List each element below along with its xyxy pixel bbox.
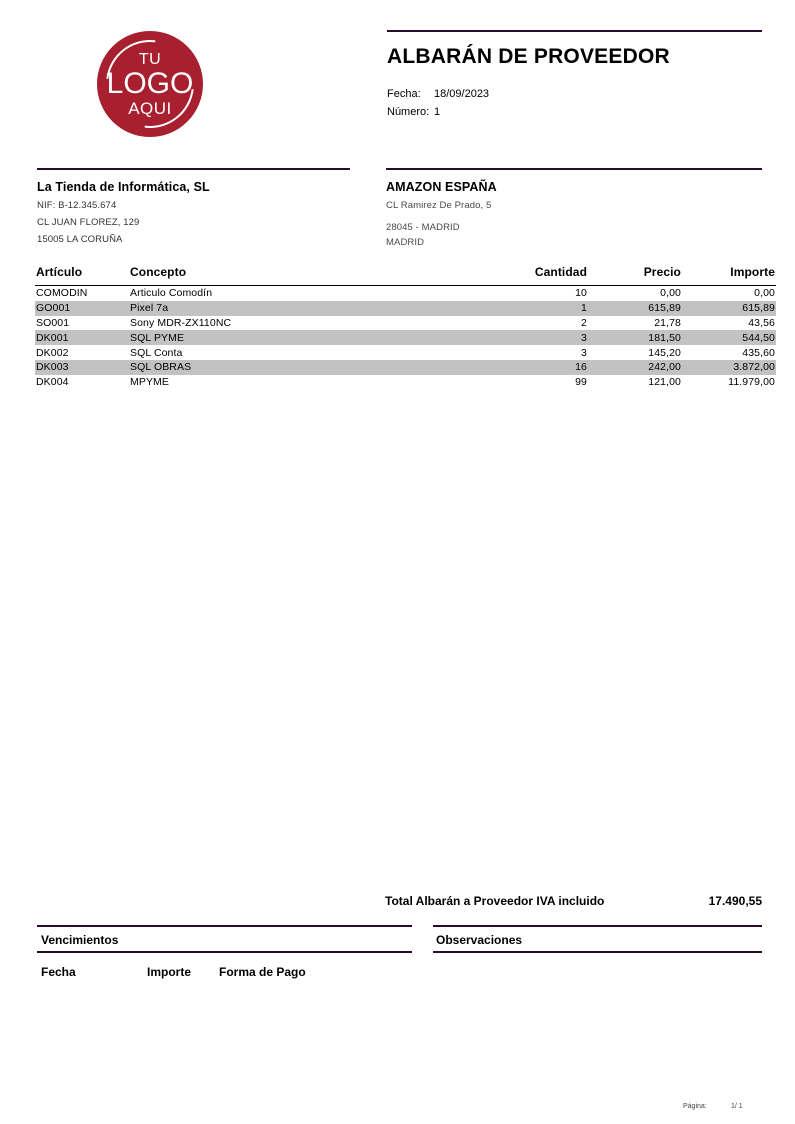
cell-articulo: DK002 <box>36 346 69 359</box>
items-table-body <box>35 286 776 390</box>
document-title: ALBARÁN DE PROVEEDOR <box>387 45 670 68</box>
cell-concepto: Pixel 7a <box>128 301 487 316</box>
page-number: 1/ 1 <box>731 1103 743 1110</box>
cell-concepto: SQL OBRAS <box>128 360 487 375</box>
vencimientos-col-fecha: Fecha <box>41 965 76 979</box>
table-row <box>35 360 776 375</box>
cell-precio: 145,20 <box>648 346 681 359</box>
cell-articulo: DK001 <box>35 330 128 345</box>
cell-cantidad: 10 <box>575 287 587 300</box>
numero-label: Número: <box>387 106 430 118</box>
cell-articulo: DK003 <box>35 360 128 375</box>
supplier-street: CL Ramirez De Prado, 5 <box>386 200 492 211</box>
cell-articulo: DK004 <box>36 376 69 389</box>
col-header-cantidad: Cantidad <box>487 265 591 286</box>
cell-precio: 0,00 <box>660 287 681 300</box>
numero-row <box>0 106 795 120</box>
logo-line-1: TU <box>138 50 162 68</box>
issuer-street: CL JUAN FLOREZ, 129 <box>37 217 140 228</box>
logo-line-2: LOGO <box>106 66 194 100</box>
cell-articulo: COMODIN <box>36 287 88 300</box>
supplier-province: MADRID <box>386 237 425 248</box>
items-header-row <box>35 265 776 286</box>
issuer-rule <box>37 168 350 170</box>
company-logo <box>97 31 203 137</box>
table-row <box>35 330 776 345</box>
vencimientos-bottom-rule <box>37 951 412 953</box>
cell-concepto: Articulo Comodín <box>130 287 213 300</box>
cell-cantidad: 3 <box>581 346 587 359</box>
supplier-name: AMAZON ESPAÑA <box>386 180 497 194</box>
cell-cantidad: 2 <box>581 316 587 329</box>
cell-precio: 615,89 <box>591 301 687 316</box>
cell-cantidad: 1 <box>487 301 591 316</box>
col-header-precio: Precio <box>591 265 687 286</box>
cell-importe: 43,56 <box>748 316 775 329</box>
table-row <box>35 375 776 390</box>
items-table <box>35 265 776 389</box>
col-header-importe: Importe <box>687 265 776 286</box>
cell-importe: 0,00 <box>754 287 775 300</box>
observaciones-bottom-rule <box>433 951 762 953</box>
vencimientos-col-importe: Importe <box>147 965 192 979</box>
page-label: Página: <box>683 1103 707 1110</box>
supplier-rule <box>386 168 762 170</box>
numero-value: 1 <box>434 106 441 118</box>
cell-precio: 242,00 <box>591 360 687 375</box>
cell-precio: 181,50 <box>591 330 687 345</box>
table-row <box>35 286 776 301</box>
cell-concepto: SQL Conta <box>130 346 183 359</box>
logo-line-3: AQUI <box>128 98 172 118</box>
issuer-nif: NIF: B-12.345.674 <box>37 200 117 211</box>
fecha-label: Fecha: <box>387 88 421 100</box>
cell-articulo: SO001 <box>36 316 70 329</box>
total-value: 17.490,55 <box>708 894 762 908</box>
cell-precio: 121,00 <box>648 376 681 389</box>
vencimientos-top-rule <box>37 925 412 927</box>
cell-precio: 21,78 <box>654 316 681 329</box>
cell-importe: 615,89 <box>687 301 776 316</box>
cell-importe: 11.979,00 <box>728 376 775 389</box>
fecha-value: 18/09/2023 <box>434 88 490 100</box>
observaciones-title: Observaciones <box>436 933 523 947</box>
supplier-block <box>386 180 497 248</box>
cell-importe: 435,60 <box>742 346 775 359</box>
vencimientos-col-forma: Forma de Pago <box>219 965 306 979</box>
cell-importe: 3.872,00 <box>687 360 776 375</box>
vencimientos-title: Vencimientos <box>41 933 119 947</box>
issuer-name: La Tienda de Informática, SL <box>37 180 210 194</box>
col-header-concepto: Concepto <box>128 265 487 286</box>
table-row <box>35 301 776 316</box>
table-row <box>35 345 776 360</box>
issuer-city: 15005 LA CORUÑA <box>37 234 123 245</box>
cell-cantidad: 99 <box>575 376 587 389</box>
cell-importe: 544,50 <box>687 330 776 345</box>
cell-cantidad: 3 <box>487 330 591 345</box>
cell-concepto: Sony MDR-ZX110NC <box>130 316 232 329</box>
items-table-head <box>35 265 776 286</box>
cell-concepto: SQL PYME <box>128 330 487 345</box>
fecha-row <box>0 88 795 102</box>
issuer-block <box>37 180 210 245</box>
total-label: Total Albarán a Proveedor IVA incluido <box>385 894 605 908</box>
table-row <box>35 316 776 331</box>
cell-cantidad: 16 <box>487 360 591 375</box>
supplier-city: 28045 - MADRID <box>386 222 460 233</box>
cell-articulo: GO001 <box>35 301 128 316</box>
cell-concepto: MPYME <box>130 376 170 389</box>
observaciones-top-rule <box>433 925 762 927</box>
logo-text <box>97 31 203 137</box>
col-header-articulo: Artículo <box>35 265 128 286</box>
header-top-rule <box>387 30 762 32</box>
